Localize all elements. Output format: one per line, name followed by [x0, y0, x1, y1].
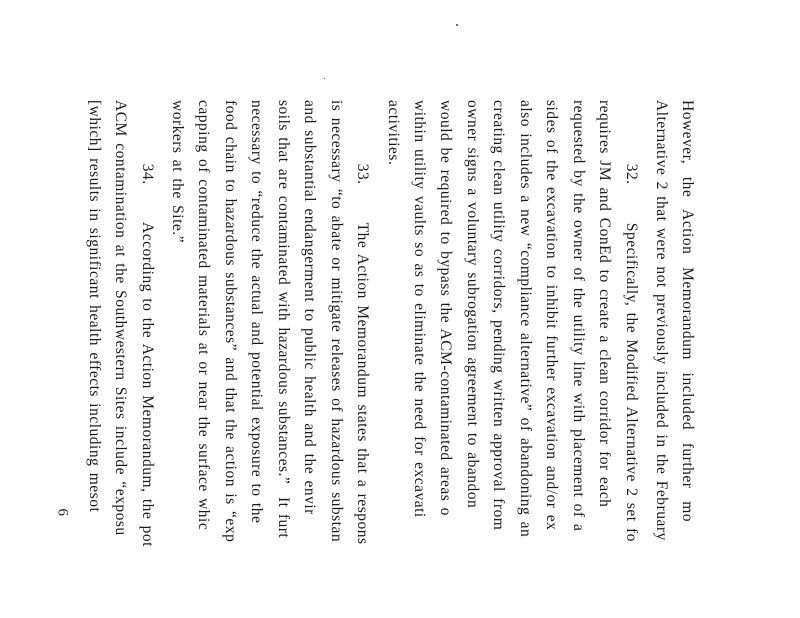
text-line: sides of the excavation to inhibit further excavation and/or ex: [543, 100, 560, 531]
text-line: food chain to hazardous substances” and that the action is “exp: [222, 100, 239, 543]
text-line: requires JM and ConEd to create a clean corridor for each: [596, 100, 613, 508]
text-line: However, the Action Memorandum included further mo: [679, 100, 696, 522]
text-line: is necessary “to abate or mitigate releases of hazardous substan: [328, 100, 345, 543]
text-line: capping of contaminated materials at or near the surface whic: [195, 100, 212, 531]
scan-speck: [324, 78, 325, 79]
text-line: Alternative 2 that were not previously included in the February: [653, 100, 670, 541]
text-line: would be required to bypass the ACM-contaminated areas o: [437, 100, 454, 516]
text-line: within utility vaults so as to eliminate the need for excavati: [411, 100, 428, 518]
text-line: and substantial endangerment to public health and the envir: [301, 100, 318, 515]
text-line: necessary to “reduce the actual and potential exposure to the: [248, 100, 265, 524]
text-line: requested by the owner of the utility line with placement of a: [570, 100, 587, 532]
page-number: 6: [54, 508, 71, 516]
paragraph-32-start: 32. Specifically, the Modified Alternative 2 set fo: [623, 100, 640, 542]
text-line: workers at the Site.”: [169, 100, 186, 244]
paragraph-33-start: 33. The Action Memorandum states that a respons: [354, 100, 371, 545]
text-line: activities.: [385, 100, 402, 166]
text-line: creating clean utility corridors, pending written approval from: [490, 100, 507, 531]
text-line: also includes a new “compliance alternative” of abandoning an: [517, 100, 534, 538]
text-line: [which] results in significant health effects including mesot: [86, 100, 103, 513]
paragraph-34-start: 34. According to the Action Memorandum, the pot: [139, 100, 156, 547]
text-line: ACM contamination at the Southwestern Sites include “exposu: [112, 100, 129, 536]
text-line: soils that are contaminated with hazardous substances.” It furt: [275, 100, 292, 539]
text-line: owner signs a voluntary subrogation agreement to abandon: [464, 100, 481, 509]
scan-speck: [456, 24, 458, 26]
